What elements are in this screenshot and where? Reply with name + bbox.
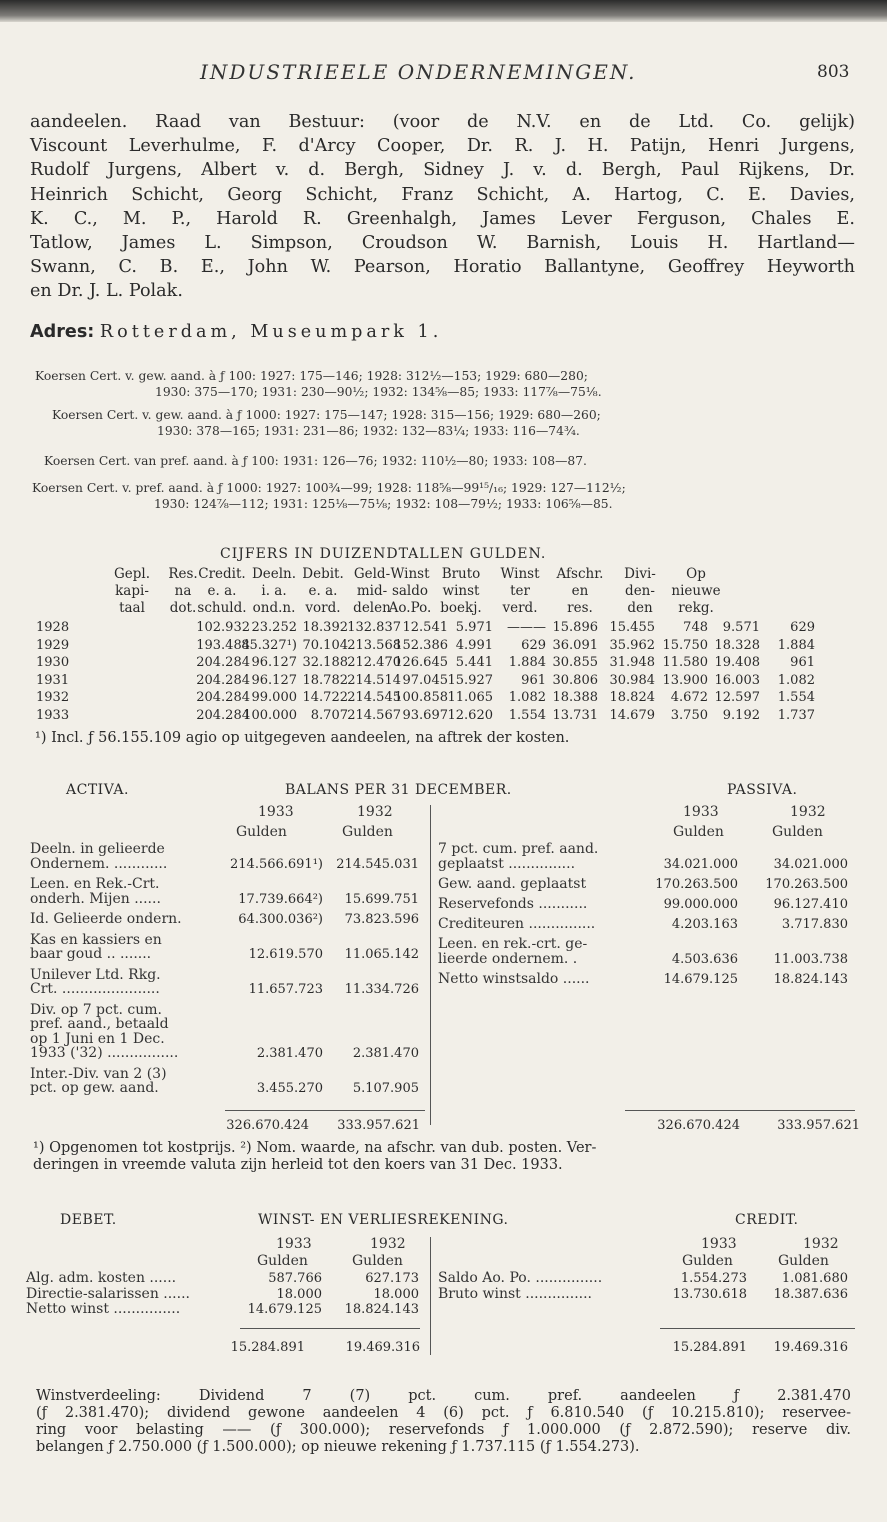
intro-line: Swann, C. B. E., John W. Pearson, Horatio Ballantyne, Geoffrey Heyworth: [30, 257, 855, 278]
cijfers-col-header: den: [627, 600, 653, 616]
cijfers-note: ¹) Incl. ƒ 56.155.109 agio op uitgegeven aandeelen, na aftrek der kosten.: [35, 730, 570, 746]
winst-total-debet-1933: 15.284.891: [230, 1340, 305, 1355]
cijfers-cell: 214.545: [347, 690, 401, 705]
cijfers-cell: 132.837: [347, 620, 401, 635]
debet-value-1933: 587.766: [268, 1271, 322, 1286]
balans-unit: Gulden: [236, 824, 287, 840]
balans-year: 1932: [790, 804, 826, 820]
cijfers-cell: 193.484: [196, 637, 250, 653]
activa-value-1933: 11.657.723: [248, 982, 323, 997]
cijfers-cell: 629: [790, 620, 815, 635]
cijfers-cell: 152.386: [394, 637, 448, 653]
passiva-value-1932: 18.824.143: [773, 972, 848, 987]
passiva-value-1933: 34.021.000: [663, 857, 738, 872]
activa-value-1933: 17.739.664²): [238, 891, 323, 907]
cijfers-cell: 31.948: [609, 655, 655, 670]
cijfers-cell: 70.104: [302, 637, 348, 653]
activa-label: Kas en kassiers en: [30, 931, 162, 948]
activa-label: Ondernem. ............: [30, 855, 168, 872]
activa-label: baar goud .. .......: [30, 946, 152, 962]
cijfers-col-header: vord.: [305, 600, 341, 616]
cijfers-cell: 1.554: [777, 690, 815, 705]
cijfers-cell: 15.750: [662, 637, 708, 653]
winst-total-credit-1932: 19.469.316: [773, 1340, 848, 1355]
cijfers-col-header: e. a.: [308, 583, 338, 599]
intro-line: aandeelen. Raad van Bestuur: (voor de N.V. en de Ltd. Co. gelijk): [30, 112, 855, 132]
cijfers-col-header: Winst: [500, 566, 540, 582]
passiva-label: Reservefonds ...........: [438, 896, 588, 912]
cijfers-cell: 213.568: [347, 637, 401, 653]
verdeeling-line: ring voor belasting —— (ƒ 300.000); reservefonds ƒ 1.000.000 (ƒ 2.872.590); reserve div.: [36, 1422, 851, 1438]
debet-heading: DEBET.: [60, 1212, 117, 1228]
cijfers-cell: ———: [507, 620, 546, 635]
activa-value-1932: 2.381.470: [352, 1046, 419, 1061]
cijfers-cell: 1.554: [508, 707, 546, 723]
passiva-label: geplaatst ...............: [438, 856, 576, 872]
cijfers-cell: 11.065: [447, 690, 493, 705]
cijfers-year: 1931: [36, 672, 70, 688]
intro-line: Rudolf Jurgens, Albert v. d. Bergh, Sidney J. v. d. Bergh, Paul Rijkens, Dr.: [30, 160, 855, 181]
cijfers-col-header: Res.: [168, 566, 198, 582]
cijfers-col-header: rekg.: [678, 600, 714, 616]
board-paragraph: [30, 110, 855, 304]
activa-value-1933: 2.381.470: [256, 1046, 323, 1061]
balans-note: ¹) Opgenomen tot kostprijs. ²) Nom. waarde, na afschr. van dub. posten. Ver-: [33, 1140, 597, 1156]
cijfers-cell: 85.327¹): [241, 637, 297, 653]
koersen-line: Koersen Cert. v. gew. aand. à ƒ 100: 1927: 175—146; 1928: 312½—153; 1929: 680—280;: [35, 369, 588, 383]
cijfers-cell: 14.679: [609, 707, 655, 723]
cijfers-cell: 214.567: [347, 707, 401, 723]
cijfers-year: 1929: [36, 637, 70, 653]
activa-value-1932: 73.823.596: [344, 912, 419, 927]
passiva-value-1933: 4.203.163: [671, 917, 738, 932]
balans-title: BALANS PER 31 DECEMBER.: [285, 782, 512, 798]
cijfers-cell: 204.284: [196, 690, 250, 705]
passiva-label: Gew. aand. geplaatst: [438, 876, 587, 892]
credit-heading: CREDIT.: [735, 1212, 799, 1228]
balans-unit: Gulden: [673, 824, 724, 840]
cijfers-cell: 14.722: [302, 690, 348, 705]
passiva-heading: PASSIVA.: [727, 782, 798, 798]
cijfers-col-header: en: [571, 583, 589, 599]
debet-value-1932: 627.173: [365, 1271, 419, 1286]
cijfers-cell: 1.884: [508, 655, 546, 670]
cijfers-col-header: ond.n.: [252, 600, 296, 616]
cijfers-cell: 126.645: [394, 655, 448, 670]
cijfers-cell: 18.392: [302, 620, 348, 635]
cijfers-col-header: delen: [353, 600, 391, 616]
cijfers-cell: 4.991: [455, 637, 493, 653]
cijfers-cell: 1.884: [777, 637, 815, 653]
cijfers-year: 1933: [36, 707, 70, 723]
address-value: Rotterdam, Museumpark 1.: [99, 322, 443, 342]
cijfers-col-header: Afschr.: [556, 566, 604, 582]
cijfers-cell: 12.541: [402, 620, 448, 635]
verdeeling-line: (ƒ 2.381.470); dividend gewone aandeelen 4 (6) pct. ƒ 6.810.540 (ƒ 10.215.810); reservee-: [36, 1405, 851, 1421]
activa-value-1933: 214.566.691¹): [230, 856, 323, 872]
credit-value-1933: 1.554.273: [680, 1271, 747, 1286]
intro-line: K. C., M. P., Harold R. Greenhalgh, James Lever Ferguson, Chales E.: [30, 208, 855, 229]
cijfers-cell: 32.188: [302, 655, 348, 670]
balans-divider: [430, 805, 431, 1125]
passiva-label: lieerde ondernem. .: [438, 951, 578, 967]
balans-total-activa-1933: 326.670.424: [226, 1118, 309, 1133]
cijfers-cell: 102.932: [196, 620, 250, 635]
activa-value-1932: 11.334.726: [344, 982, 419, 997]
cijfers-cell: 12.620: [447, 707, 493, 723]
winst-year: 1933: [701, 1236, 737, 1252]
passiva-value-1932: 96.127.410: [773, 897, 848, 912]
cijfers-col-header: boekj.: [440, 600, 482, 616]
cijfers-col-header: Ao.Po.: [388, 600, 432, 616]
balans-total-rule: [225, 1110, 425, 1111]
cijfers-cell: 3.750: [670, 707, 708, 723]
page-number: 803: [817, 62, 850, 82]
cijfers-cell: 23.252: [251, 620, 297, 635]
debet-label: Alg. adm. kosten ......: [26, 1270, 177, 1286]
activa-label: 1933 ('32) ................: [30, 1045, 179, 1061]
cijfers-cell: 30.855: [552, 655, 598, 670]
credit-label: Saldo Ao. Po. ...............: [438, 1270, 603, 1286]
passiva-label: Crediteuren ...............: [438, 916, 596, 932]
activa-value-1932: 5.107.905: [352, 1081, 419, 1096]
balans-total-activa-1932: 333.957.621: [337, 1118, 420, 1133]
verdeeling-line: Winstverdeeling: Dividend 7 (7) pct. cum. pref. aandeelen ƒ 2.381.470: [36, 1388, 851, 1404]
cijfers-cell: 204.284: [196, 655, 250, 670]
cijfers-cell: 93.697: [402, 707, 448, 723]
cijfers-cell: 13.731: [552, 707, 598, 723]
cijfers-cell: 18.328: [714, 637, 760, 653]
cijfers-col-header: schuld.: [197, 600, 247, 616]
balans-total-passiva-1933: 326.670.424: [657, 1118, 740, 1133]
cijfers-col-header: Geld-: [353, 566, 391, 582]
activa-value-1932: 15.699.751: [344, 891, 419, 907]
credit-value-1933: 13.730.618: [672, 1286, 747, 1302]
cijfers-col-header: ter: [510, 583, 530, 599]
passiva-label: Netto winstsaldo ......: [438, 971, 590, 987]
debet-label: Netto winst ...............: [26, 1301, 181, 1317]
winst-year: 1932: [803, 1236, 839, 1252]
winst-total-rule: [240, 1328, 420, 1329]
cijfers-cell: 9.192: [722, 707, 760, 723]
credit-value-1932: 1.081.680: [781, 1271, 848, 1286]
cijfers-cell: 30.984: [609, 672, 655, 688]
cijfers-cell: 15.455: [609, 620, 655, 635]
balans-unit: Gulden: [342, 824, 393, 840]
cijfers-col-header: Winst: [390, 566, 430, 582]
balans-year: 1933: [683, 804, 719, 820]
activa-label: Leen. en Rek.-Crt.: [30, 876, 160, 892]
cijfers-col-header: taal: [119, 600, 145, 616]
winst-year: 1932: [370, 1236, 406, 1252]
credit-value-1932: 18.387.636: [773, 1286, 848, 1302]
koersen-line: Koersen Cert. van pref. aand. à ƒ 100: 1931: 126—76; 1932: 110½—80; 1933: 108—87.: [44, 454, 587, 468]
koersen-line: Koersen Cert. v. gew. aand. à ƒ 1000: 1927: 175—147; 1928: 315—156; 1929: 680—260;: [52, 408, 601, 422]
activa-label: pref. aand., betaald: [30, 1016, 169, 1032]
passiva-label: 7 pct. cum. pref. aand.: [438, 841, 599, 857]
winst-divider: [430, 1237, 431, 1355]
cijfers-year: 1928: [36, 620, 70, 635]
cijfers-cell: 19.408: [714, 655, 760, 670]
activa-label: onderh. Mijen ......: [30, 890, 161, 907]
cijfers-cell: 1.737: [777, 707, 815, 723]
koersen-entry: [35, 368, 602, 400]
balans-total-rule: [625, 1110, 855, 1111]
verdeeling-line: belangen ƒ 2.750.000 (ƒ 1.500.000); op nieuwe rekening ƒ 1.737.115 (ƒ 1.554.273).: [36, 1439, 640, 1455]
cijfers-cell: 204.284: [196, 672, 250, 688]
cijfers-cell: 100.858: [394, 690, 448, 705]
passiva-value-1932: 11.003.738: [773, 952, 848, 967]
cijfers-col-header: e. a.: [207, 583, 237, 599]
cijfers-cell: 9.571: [722, 620, 760, 635]
activa-label: op 1 Juni en 1 Dec.: [30, 1030, 165, 1047]
cijfers-col-header: saldo: [391, 583, 429, 599]
koersen-line: 1930: 378—165; 1931: 231—86; 1932: 132—83¼; 1933: 116—74¾.: [157, 424, 580, 438]
activa-value-1933: 64.300.036²): [238, 912, 323, 927]
passiva-value-1933: 99.000.000: [663, 897, 738, 912]
debet-value-1932: 18.000: [373, 1286, 419, 1302]
passiva-value-1932: 170.263.500: [765, 877, 848, 892]
debet-value-1933: 18.000: [276, 1286, 322, 1302]
activa-label: Div. op 7 pct. cum.: [30, 1001, 162, 1018]
activa-value-1932: 11.065.142: [344, 947, 419, 962]
cijfers-cell: 18.782: [302, 672, 348, 688]
cijfers-cell: 18.388: [552, 690, 598, 705]
winstverdeeling: [36, 1388, 851, 1456]
scan-edge: [0, 0, 887, 22]
balans-note: deringen in vreemde valuta zijn herleid tot den koers van 31 Dec. 1933.: [33, 1157, 563, 1173]
cijfers-col-header: kapi-: [115, 583, 149, 599]
winst-total-rule: [660, 1328, 855, 1329]
koersen-line: 1930: 375—170; 1931: 230—90½; 1932: 134⅝—85; 1933: 117⅞—75⅛.: [155, 385, 602, 399]
cijfers-cell: 96.127: [251, 672, 297, 688]
cijfers-year: 1930: [36, 655, 70, 670]
cijfers-cell: 11.580: [662, 655, 708, 670]
cijfers-col-header: nieuwe: [671, 583, 721, 599]
activa-label: Crt. ......................: [30, 981, 160, 997]
cijfers-col-header: den-: [625, 583, 655, 599]
cijfers-col-header: Credit.: [198, 566, 246, 582]
cijfers-cell: 36.091: [552, 637, 598, 653]
cijfers-title: CIJFERS IN DUIZENDTALLEN GULDEN.: [220, 546, 547, 562]
cijfers-year: 1932: [36, 690, 70, 705]
koersen-entry: [32, 480, 626, 512]
cijfers-cell: 5.971: [455, 620, 493, 635]
cijfers-col-header: Debit.: [302, 566, 344, 582]
cijfers-cell: 97.045: [402, 672, 448, 688]
intro-line: en Dr. J. L. Polak.: [30, 281, 183, 302]
cijfers-cell: 35.962: [609, 637, 655, 653]
cijfers-cell: 1.082: [777, 672, 815, 688]
activa-label: Deeln. in gelieerde: [30, 841, 165, 857]
cijfers-cell: 15.896: [552, 620, 598, 635]
cijfers-col-header: Op: [686, 566, 706, 582]
cijfers-col-header: i. a.: [261, 583, 287, 599]
activa-label: Unilever Ltd. Rkg.: [30, 966, 161, 983]
winst-unit: Gulden: [682, 1253, 733, 1269]
intro-line: Heinrich Schicht, Georg Schicht, Franz Schicht, A. Hartog, C. E. Davies,: [30, 184, 855, 205]
activa-label: Inter.-Div. van 2 (3): [30, 1065, 167, 1082]
cijfers-col-header: verd.: [502, 600, 538, 616]
cijfers-cell: 1.082: [508, 690, 546, 705]
cijfers-cell: 204.284: [196, 707, 250, 723]
address-label: Adres:: [30, 322, 95, 342]
cijfers-cell: 18.824: [609, 690, 655, 705]
winst-unit: Gulden: [352, 1253, 403, 1269]
cijfers-col-header: mid-: [356, 583, 388, 599]
cijfers-cell: 99.000: [251, 690, 297, 705]
cijfers-cell: 8.707: [310, 707, 348, 723]
cijfers-cell: 13.900: [662, 672, 708, 688]
activa-heading: ACTIVA.: [66, 782, 129, 798]
activa-label: pct. op gew. aand.: [30, 1080, 159, 1096]
koersen-entry: [52, 407, 601, 439]
cijfers-col-header: Deeln.: [251, 566, 297, 582]
passiva-value-1933: 14.679.125: [663, 972, 738, 987]
cijfers-cell: 748: [683, 620, 708, 635]
debet-value-1933: 14.679.125: [247, 1302, 322, 1317]
cijfers-col-header: Gepl.: [113, 566, 151, 582]
balans-year: 1932: [357, 804, 393, 820]
cijfers-cell: 214.514: [347, 672, 401, 688]
intro-line: Tatlow, James L. Simpson, Croudson W. Barnish, Louis H. Hartland—: [30, 233, 855, 254]
debet-label: Directie-salarissen ......: [26, 1285, 190, 1302]
winst-year: 1933: [276, 1236, 312, 1252]
cijfers-cell: 629: [521, 637, 546, 653]
cijfers-cell: 4.672: [670, 690, 708, 705]
activa-value-1932: 214.545.031: [336, 856, 419, 872]
cijfers-cell: 212.470: [347, 655, 401, 670]
passiva-label: Leen. en rek.-crt. ge-: [438, 936, 588, 952]
winst-total-debet-1932: 19.469.316: [345, 1340, 420, 1355]
cijfers-col-header: winst: [442, 583, 480, 599]
cijfers-cell: 96.127: [251, 655, 297, 670]
cijfers-cell: 961: [521, 672, 546, 688]
activa-label: Id. Gelieerde ondern.: [30, 911, 182, 927]
activa-value-1933: 3.455.270: [256, 1081, 323, 1096]
balans-year: 1933: [258, 804, 294, 820]
cijfers-col-header: Bruto: [441, 566, 481, 582]
running-header: INDUSTRIEELE ONDERNEMINGEN.: [200, 60, 637, 84]
cijfers-col-header: res.: [567, 600, 593, 616]
debet-value-1932: 18.824.143: [344, 1302, 419, 1317]
cijfers-cell: 30.806: [552, 672, 598, 688]
winst-title: WINST- EN VERLIESREKENING.: [258, 1212, 509, 1228]
cijfers-cell: 15.927: [447, 672, 493, 688]
balans-unit: Gulden: [772, 824, 823, 840]
koersen-entry: [44, 453, 587, 469]
winst-total-credit-1933: 15.284.891: [672, 1340, 747, 1355]
passiva-value-1933: 170.263.500: [655, 877, 738, 892]
koersen-line: 1930: 124⅞—112; 1931: 125⅛—75⅛; 1932: 108—79½; 1933: 106⅝—85.: [154, 497, 613, 511]
intro-line: Viscount Leverhulme, F. d'Arcy Cooper, Dr. R. J. H. Patijn, Henri Jurgens,: [30, 136, 855, 157]
cijfers-cell: 12.597: [714, 690, 760, 705]
cijfers-col-header: na: [174, 583, 192, 599]
passiva-value-1933: 4.503.636: [671, 952, 738, 967]
koersen-line: Koersen Cert. v. pref. aand. à ƒ 1000: 1927: 100¾—99; 1928: 118⅝—99¹⁵/₁₆; 1929: 127—112½;: [32, 481, 626, 495]
cijfers-cell: 100.000: [243, 707, 297, 723]
cijfers-col-header: Divi-: [624, 566, 656, 582]
address-line: [30, 322, 442, 342]
winst-unit: Gulden: [257, 1253, 308, 1269]
cijfers-cell: 5.441: [455, 655, 493, 670]
passiva-value-1932: 3.717.830: [781, 917, 848, 932]
activa-value-1933: 12.619.570: [248, 947, 323, 962]
winst-unit: Gulden: [778, 1253, 829, 1269]
passiva-value-1932: 34.021.000: [773, 857, 848, 872]
credit-label: Bruto winst ...............: [438, 1285, 592, 1302]
cijfers-col-header: dot.: [169, 600, 197, 616]
cijfers-cell: 961: [790, 655, 815, 670]
cijfers-cell: 16.003: [714, 672, 760, 688]
balans-total-passiva-1932: 333.957.621: [777, 1118, 860, 1133]
